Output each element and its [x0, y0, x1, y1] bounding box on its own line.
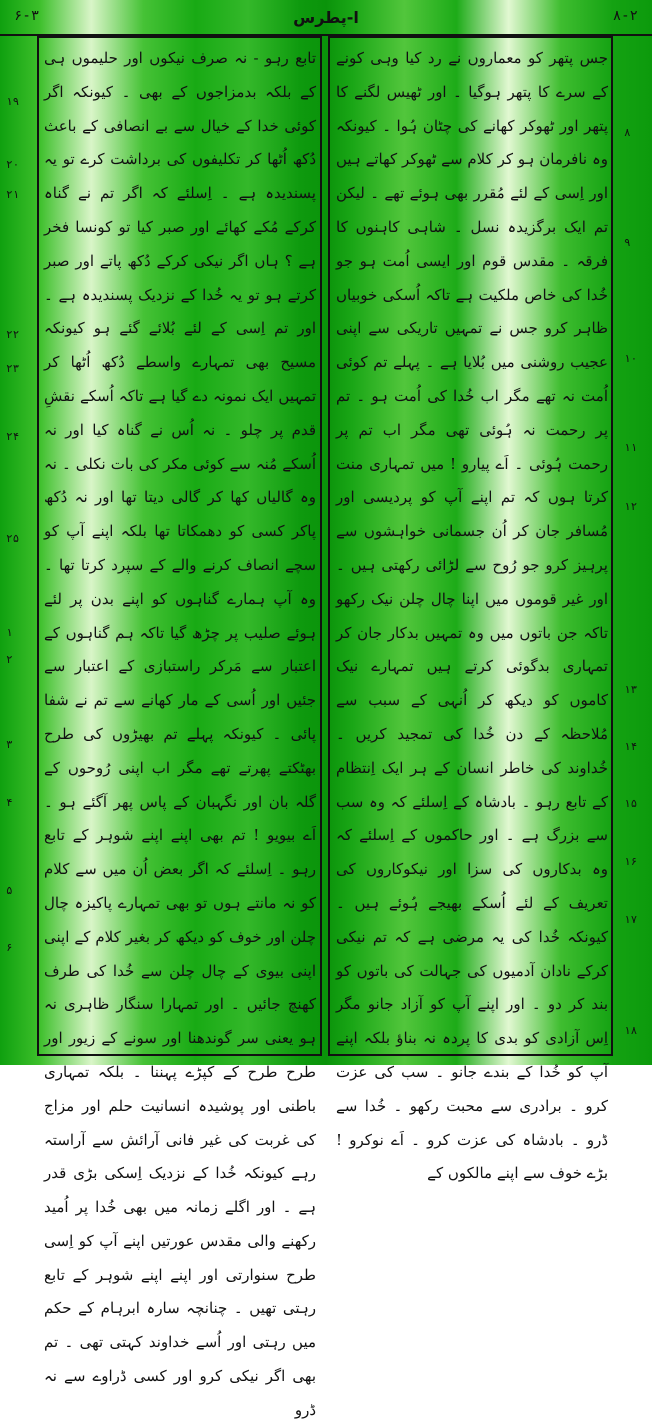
- verse-number: ۳: [6, 738, 13, 751]
- verse-number: ۱۱: [624, 441, 638, 454]
- verse-number: ۹: [624, 236, 631, 249]
- verse-number: ۱۳: [624, 683, 638, 696]
- verse-number: ۱۵: [624, 797, 638, 810]
- right-column-text: [336, 42, 608, 1183]
- verse-number: ۲۲: [6, 328, 20, 341]
- verse-number: ۴: [6, 796, 13, 809]
- verse-number: ۱۴: [624, 740, 638, 753]
- verse-number: ۱۲: [624, 500, 638, 513]
- verse-number: ۱: [6, 626, 13, 639]
- left-column-text: [44, 42, 316, 1419]
- verse-number: ۲۱: [6, 188, 20, 201]
- page-header: [0, 0, 652, 36]
- verse-number: ۸: [624, 126, 631, 139]
- verse-number: ۲۰: [6, 158, 20, 171]
- verse-number: ۲: [6, 653, 13, 666]
- book-title: ا-پطرس: [293, 8, 359, 27]
- verse-number: ۲۵: [6, 532, 20, 545]
- verse-number: ۵: [6, 884, 13, 897]
- verse-number: ۱۶: [624, 855, 638, 868]
- chapter-range-right: ۸-۲: [612, 8, 638, 24]
- verse-number: ۱۹: [6, 95, 20, 108]
- chapter-range-left: ۶-۳: [14, 8, 40, 24]
- left-column-paragraph: تابع رہو - نہ صرف نیکوں اور حلیموں ہی کے بلکہ بدمزاجوں کے بھی ۔ کیونکہ اگر کوئی خدا کے خیال سے بے انصافی کے باعث دُکھ اُٹھا کر تکلیفوں کی برداشت کرے تو یہ پسندیدہ ہے ۔ اِسلئے کہ اگر تم نے گناہ کرکے مُکے کھائے اور صبر کیا تو کونسا فخر ہے ؟ ہاں اگر نیکی کرکے دُکھ پاتے اور صبر کرتے ہو تو یہ خُدا کے نزدیک پسندیدہ ہے ۔ اور تم اِسی کے لئے بُلائے گئے ہو کیونکہ مسیح بھی تمہارے واسطے دُکھ اُٹھا کر تمہیں ایک نمونہ دے گیا ہے تاکہ اُسکے نقشِ قدم پر چلو ۔ نہ اُس نے گناہ کیا اور نہ اُسکے مُنہ سے کوئی مکر کی بات نکلی ۔ نہ وہ گالیاں کھا کر گالی دیتا تھا اور نہ دُکھ پاکر کسی کو دھمکاتا تھا بلکہ اپنے آپ کو سچے انصاف کرنے والے کے سپرد کرتا تھا ۔ وہ آپ ہمارے گناہوں کو اپنے بدن پر لئے ہوئے صلیب پر چڑھ گیا تاکہ ہم گناہوں کے اعتبار سے مَرکر راستبازی کے اعتبار سے جئیں اور اُسی کے مار کھانے سے تم نے شفا پائی ۔ کیونکہ پہلے تم بھیڑوں کی طرح بھٹکتے پھرتے تھے مگر اب اپنی رُوحوں کے گلہ بان اور نگہبان کے پاس پھر آگئے ہو ۔ اَے بیویو ! تم بھی اپنے اپنے شوہر کے تابع رہو ۔ اِسلئے کہ اگر بعض اُن میں سے کلام کو نہ مانتے ہوں تو بھی تمہارے پاکیزہ چال چلن اور خوف کو دیکھ کر بغیر کلام کے اپنی اپنی بیوی کے چال چلن سے خُدا کی طرف کھنچ جائیں ۔ اور تمہارا سنگار ظاہری نہ ہو یعنی سر گوندھنا اور سونے کے زیور اور طرح طرح کے کپڑے پہننا ۔ بلکہ تمہاری باطنی اور پوشیدہ انسانیت حلم اور مزاج کی غربت کی غیر فانی آرائش سے آراستہ رہے کیونکہ خُدا کے نزدیک اِسکی بڑی قدر ہے ۔ اور اگلے زمانہ میں بھی خُدا پر اُمید رکھنے والی مقدس عورتیں اپنے آپ کو اِسی طرح سنوارتی اور اپنے اپنے شوہر کے تابع رہتی تھیں ۔ چنانچہ سارہ ابرہام کے حکم میں رہتی اور اُسے خداوند کہتی تھی ۔ تم بھی اگر نیکی کرو اور کسی ڈراوے سے نہ ڈرو: [44, 49, 316, 1419]
- verse-number: ۲۴: [6, 430, 20, 443]
- verse-number: ۲۳: [6, 362, 20, 375]
- verse-number: ۶: [6, 941, 13, 954]
- right-column-paragraph: جس پتھر کو معماروں نے رد کیا وہی کونے کے سرے کا پتھر ہوگیا ۔ اور ٹھیس لگنے کا پتھر اور ٹھوکر کھانے کی چٹان ہُوا ۔ کیونکہ وہ نافرمان ہو کر کلام سے ٹھوکر کھاتے ہیں اور اِسی کے لئے مُقرر بھی ہوئے تھے ۔ لیکن تم ایک برگزیدہ نسل ۔ شاہی کاہنوں کا فرقہ ۔ مقدس قوم اور ایسی اُمت ہو جو خُدا کی خاص ملکیت ہے تاکہ اُسکی خوبیاں ظاہر کرو جس نے تمہیں تاریکی سے اپنی عجیب روشنی میں بُلایا ہے ۔ پہلے تم کوئی اُمت نہ تھے مگر اب خُدا کی اُمت ہو ۔ تم پر رحمت نہ ہُوئی تھی مگر اب تم پر رحمت ہُوئی ۔ اَے پیارو ! میں تمہاری منت کرتا ہوں کہ تم اپنے آپ کو پردیسی اور مُسافر جان کر اُن جسمانی خواہشوں سے پرہیز کرو جو رُوح سے لڑائی رکھتی ہیں ۔ اور غیر قوموں میں اپنا چال چلن نیک رکھو تاکہ جن باتوں میں وہ تمہیں بدکار جان کر تمہاری بدگوئی کرتے ہیں تمہارے نیک کاموں کو دیکھ کر اُنہی کے سبب سے مُلاحظہ کے دن خُدا کی تمجید کریں ۔ خُداوند کی خاطر انسان کے ہر ایک اِنتظام کے تابع رہو ۔ بادشاہ کے اِسلئے کہ وہ سب سے بزرگ ہے ۔ اور حاکموں کے اِسلئے کہ وہ بدکاروں کی سزا اور نیکوکاروں کی تعریف کے لئے اُسکے بھیجے ہُوئے ہیں ۔ کیونکہ خُدا کی یہ مرضی ہے کہ تم نیکی کرکے نادان آدمیوں کی جہالت کی باتوں کو بند کر دو ۔ اور اپنے آپ کو آزاد جانو مگر اِس آزادی کو بدی کا پردہ نہ بناؤ بلکہ اپنے آپ کو خُدا کے بندے جانو ۔ سب کی عزت کرو ۔ برادری سے محبت رکھو ۔ خُدا سے ڈرو ۔ بادشاہ کی عزت کرو ۔ اَے نوکرو ! بڑے خوف سے اپنے مالکوں کے: [336, 49, 608, 1183]
- verse-number: ۱۸: [624, 1024, 638, 1037]
- verse-number: ۱۰: [624, 352, 638, 365]
- verse-number: ۱۷: [624, 913, 638, 926]
